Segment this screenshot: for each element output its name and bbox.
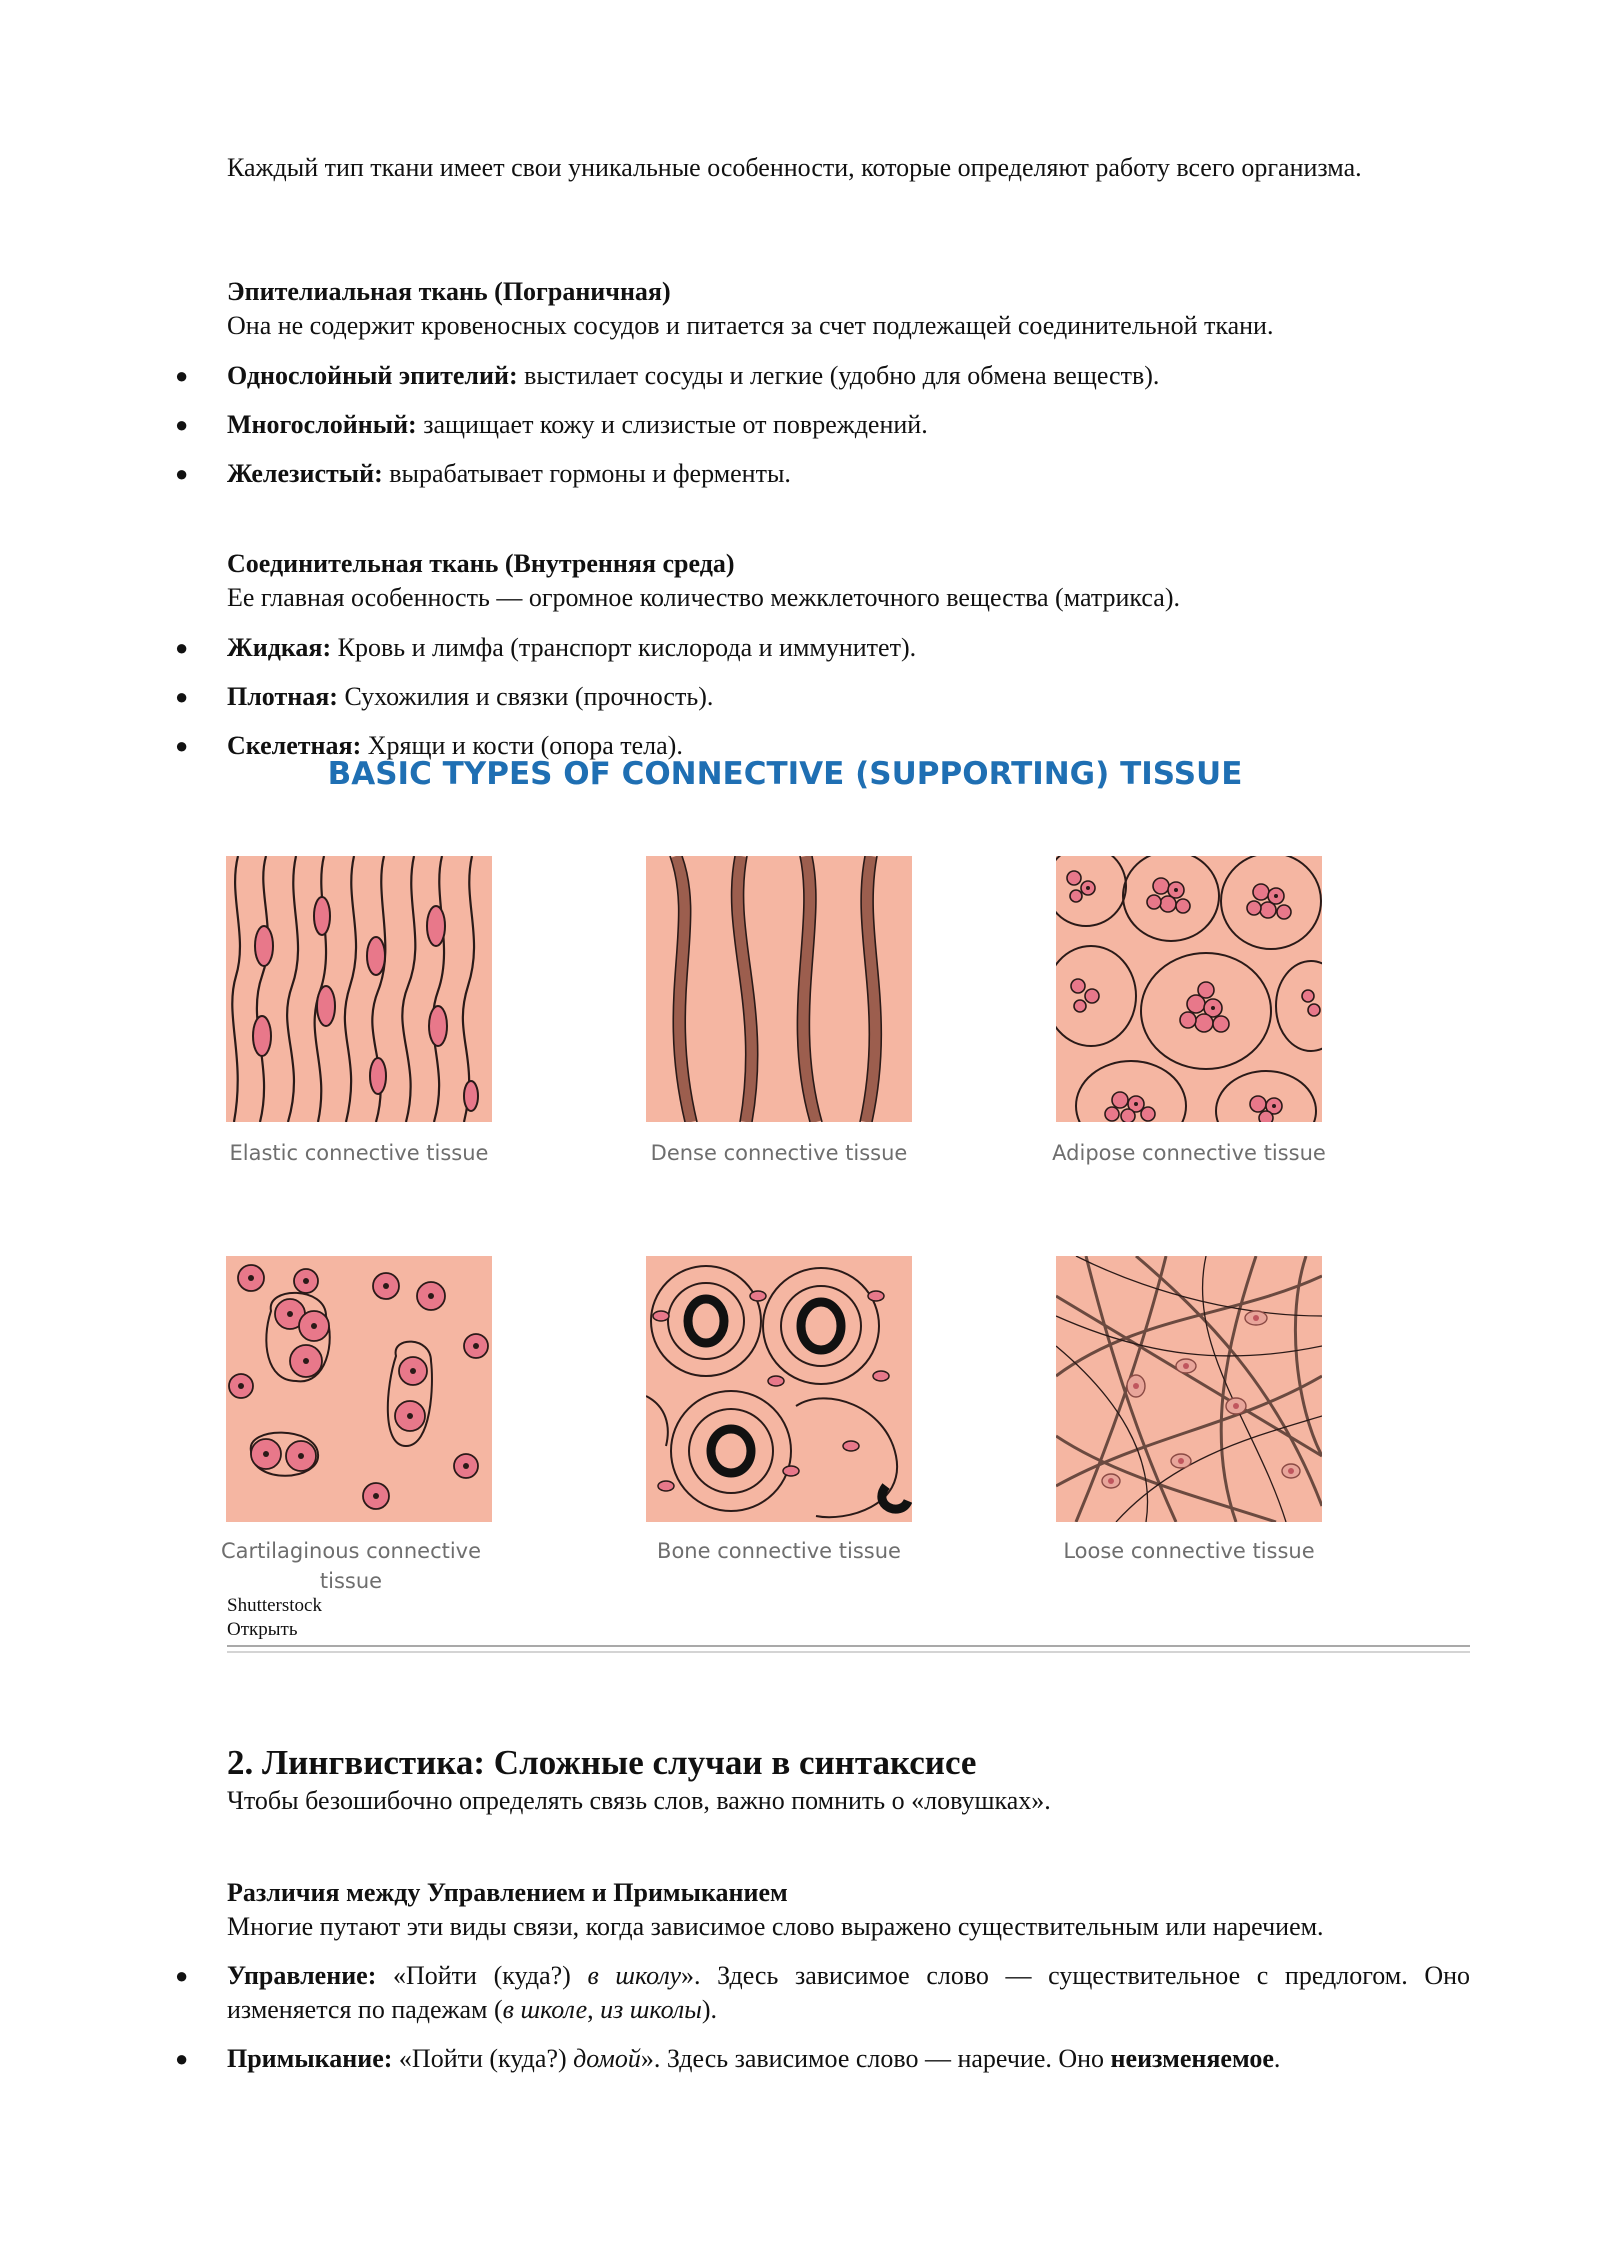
- adipose-tissue-illustration: [1056, 856, 1322, 1122]
- list-item: [175, 408, 1470, 442]
- list-item-term: Многослойный:: [227, 410, 417, 439]
- list-item-text: «Пойти (куда?): [392, 2044, 574, 2073]
- connective-heading: Соединительная ткань (Внутренняя среда): [227, 549, 735, 578]
- intro-paragraph: Каждый тип ткани имеет свои уникальные особенности, которые определяют работу всего организма.: [227, 153, 1362, 182]
- bullet-icon: ●: [175, 1963, 189, 1988]
- list-item: [175, 1959, 1471, 2027]
- list-item-text: .: [1273, 2044, 1281, 2073]
- horizontal-divider: [227, 1645, 1470, 1653]
- list-item-text: Сухожилия и связки (прочность).: [337, 682, 714, 711]
- figure-title: BASIC TYPES OF CONNECTIVE (SUPPORTING) TISSUE: [327, 756, 1243, 792]
- list-item: [175, 359, 1470, 393]
- list-item-text: Кровь и лимфа (транспорт кислорода и иммунитет).: [331, 633, 917, 662]
- list-item: [175, 457, 1470, 491]
- list-item-term: Железистый:: [227, 459, 383, 488]
- epithelial-description: Она не содержит кровеносных сосудов и питается за счет подлежащей соединительной ткани.: [227, 311, 1274, 340]
- bullet-icon: ●: [175, 461, 189, 486]
- bullet-icon: ●: [175, 684, 189, 709]
- subsection-description: Многие путают эти виды связи, когда зависимое слово выражено существительным или наречием.: [227, 1912, 1324, 1941]
- dense-tissue-illustration: [646, 856, 912, 1122]
- example-phrase: домой: [573, 2044, 641, 2073]
- connective-tissue-figure[interactable]: [210, 756, 1360, 1616]
- list-item-text: Хрящи и кости (опора тела).: [361, 731, 683, 760]
- bullet-icon: ●: [175, 363, 189, 388]
- bullet-icon: ●: [175, 733, 189, 758]
- list-item-term: Плотная:: [227, 682, 338, 711]
- elastic-tissue-illustration: [226, 856, 492, 1122]
- section-lead: Чтобы безошибочно определять связь слов, важно помнить о «ловушках».: [227, 1786, 1051, 1815]
- loose-tissue-caption: Loose connective tissue: [1063, 1539, 1315, 1563]
- cartilaginous-tissue-caption: Cartilaginous connective tissue: [220, 1539, 482, 1593]
- list-item-term: Жидкая:: [227, 633, 332, 662]
- emphasis-word: неизменяемое: [1110, 2044, 1274, 2073]
- list-item: [175, 680, 1470, 714]
- subsection-heading: Различия между Управлением и Примыканием: [227, 1878, 788, 1907]
- dense-tissue-caption: Dense connective tissue: [650, 1141, 908, 1165]
- list-item-text: ». Здесь зависимое слово — наречие. Оно: [640, 2044, 1111, 2073]
- adipose-tissue-caption: Adipose connective tissue: [1052, 1141, 1326, 1165]
- list-item-text: вырабатывает гормоны и ферменты.: [382, 459, 791, 488]
- image-credit: Shutterstock: [227, 1595, 322, 1616]
- loose-tissue-illustration: [1056, 1256, 1322, 1522]
- list-item-text: выстилает сосуды и легкие (удобно для обмена веществ).: [517, 361, 1160, 390]
- list-item-text: ,: [587, 1995, 601, 2024]
- bullet-icon: ●: [175, 412, 189, 437]
- list-item-text: ». Здесь зависимое слово — существительное с предлогом. Оно изменяется по падежам (: [227, 1961, 1471, 2024]
- list-item-text: защищает кожу и слизистые от повреждений.: [416, 410, 928, 439]
- elastic-tissue-caption: Elastic connective tissue: [229, 1141, 489, 1165]
- example-phrase: в школе: [502, 1995, 588, 2024]
- list-item-term: Однослойный эпителий:: [227, 361, 518, 390]
- section-title: 2. Лингвистика: Сложные случаи в синтаксисе: [227, 1743, 977, 1782]
- list-item-term: Управление:: [227, 1961, 377, 1990]
- example-phrase: из школы: [600, 1995, 702, 2024]
- example-phrase: в школу: [587, 1961, 682, 1990]
- bone-tissue-illustration: [646, 1256, 912, 1522]
- list-item-text: ).: [701, 1995, 718, 2024]
- bullet-icon: ●: [175, 2046, 189, 2071]
- bullet-icon: ●: [175, 635, 189, 660]
- open-image-link[interactable]: Открыть: [227, 1619, 298, 1640]
- connective-description: Ее главная особенность — огромное количество межклеточного вещества (матрикса).: [227, 583, 1180, 612]
- list-item-term: Скелетная:: [227, 731, 362, 760]
- bone-tissue-caption: Bone connective tissue: [657, 1539, 901, 1563]
- list-item-text: «Пойти (куда?): [376, 1961, 588, 1990]
- list-item: [175, 631, 1470, 665]
- list-item: [175, 2042, 1470, 2076]
- list-item-term: Примыкание:: [227, 2044, 393, 2073]
- cartilaginous-tissue-illustration: [226, 1256, 492, 1522]
- epithelial-heading: Эпителиальная ткань (Пограничная): [227, 277, 671, 306]
